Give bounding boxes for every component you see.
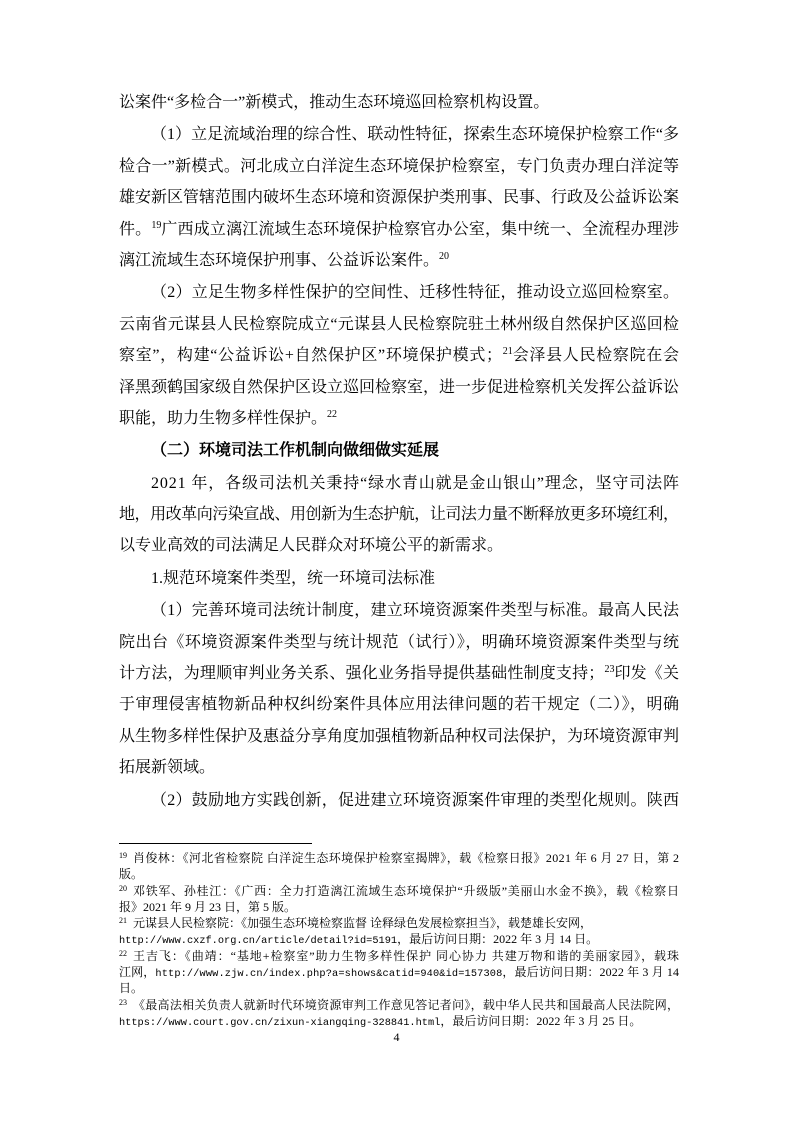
text-line — [119, 530, 679, 561]
footnote-ref: 21 — [502, 346, 513, 358]
page-number: 4 — [393, 1030, 400, 1044]
text-line — [119, 214, 679, 245]
text-run: ，最后访问日期：2022 年 3 月 14 — [502, 965, 680, 980]
text-run: ，最后访问日期：2022 年 3 月 14 日。 — [397, 932, 599, 947]
text-line — [119, 997, 679, 1013]
text-line — [119, 850, 679, 866]
text-line — [119, 915, 679, 931]
text-run: 地，用改革向污染宣战、用创新为生态护航，让司法力量不断释放更多环境红利， — [119, 506, 679, 524]
footnote-url: https://www.court.gov.cn/zixun-xiangqing-328841.html — [119, 1016, 441, 1029]
text-line — [119, 435, 679, 466]
text-run: 肖俊林：《河北省检察院 白洋淀生态环境保护检察室揭牌》，载《检察日报》2021 年 6 月 27 日，第 2 — [133, 851, 680, 865]
text-run: ，最后访问日期：2022 年 3 月 25 日。 — [440, 1013, 642, 1028]
text-line — [119, 182, 679, 213]
text-line — [119, 931, 679, 947]
text-line — [119, 563, 679, 594]
footnote-url: http://www.zjw.cn/index.php?a=shows&catid=940&id=157308 — [155, 968, 503, 981]
text-line — [119, 340, 679, 371]
text-line — [119, 277, 679, 308]
text-line — [119, 87, 679, 118]
text-run: 计方法，为理顺审判业务关系、强化业务指导提供基础性制度支持； — [119, 665, 605, 683]
footnote-marker: 23 — [119, 997, 127, 1007]
text-line — [119, 595, 679, 626]
paragraph — [119, 119, 679, 276]
footnote-separator — [119, 843, 312, 844]
footnote-ref: 23 — [604, 664, 615, 676]
text-run: 江网， — [119, 965, 156, 980]
text-line — [119, 1013, 679, 1029]
text-line — [119, 468, 679, 499]
footnotes — [119, 850, 679, 1029]
paragraph-continuation — [119, 87, 679, 118]
text-run: 云南省元谋县人民检察院成立“元谋县人民检察院驻土林州级自然保护区巡回检 — [119, 315, 680, 333]
text-run: 日。 — [119, 981, 144, 996]
footnote-marker: 20 — [119, 883, 127, 893]
footnote — [119, 997, 679, 1030]
text-run: 邓铁军、孙桂江：《广西：全力打造漓江流域生态环境保护“升级版”美丽山水金不换》，载《检察日 — [133, 883, 680, 898]
text-line — [119, 964, 679, 980]
text-run: 王吉飞：《曲靖：“基地+检察室”助力生物多样性保护 同心协力 共建万物和谐的美丽家园》，载珠 — [133, 948, 680, 963]
text-line — [119, 627, 679, 658]
text-run: 印发《关 — [614, 665, 680, 683]
text-run: （1）完善环境司法统计制度，建立环境资源案件类型与标准。最高人民法 — [151, 602, 680, 620]
footnote — [119, 948, 679, 997]
text-run: 件。 — [119, 220, 152, 238]
text-run: （1）立足流域治理的综合性、联动性特征，探索生态环境保护检察工作“多 — [151, 126, 680, 144]
text-line — [119, 658, 679, 689]
paragraph — [119, 595, 679, 783]
text-line — [119, 948, 679, 964]
text-line — [119, 899, 679, 915]
text-line — [119, 245, 679, 276]
text-line — [119, 980, 679, 996]
text-line — [119, 151, 679, 182]
text-run: （二）环境司法工作机制向做细做实延展 — [151, 442, 440, 460]
text-run: 1.规范环境案件类型，统一环境司法标准 — [151, 569, 436, 587]
text-run: （2）鼓励地方实践创新，促进建立环境资源案件审理的类型化规则。陕西 — [151, 791, 680, 809]
text-run: 院出台《环境资源案件类型与统计规范（试行）》，明确环境资源案件类型与统 — [119, 633, 680, 651]
text-run: 讼案件“多检合一”新模式，推动生态环境巡回检察机构设置。 — [119, 94, 550, 111]
paragraph — [119, 785, 679, 816]
text-run: 《最高法相关负责人就新时代环境资源审判工作意见答记者问》，载中华人民共和国最高人民法院网， — [133, 997, 680, 1012]
footnote-marker: 22 — [119, 948, 127, 958]
text-line — [119, 785, 679, 816]
text-run: 版。 — [119, 867, 144, 882]
text-run: 以专业高效的司法满足人民群众对环境公平的新需求。 — [119, 537, 504, 555]
section-heading — [119, 435, 679, 466]
paragraph — [119, 277, 679, 434]
footnote-ref: 20 — [439, 250, 450, 262]
text-line — [119, 721, 679, 752]
text-run: 漓江流域生态环境保护刑事、公益诉讼案件。 — [119, 251, 440, 269]
footnote-marker: 21 — [119, 916, 127, 926]
text-run: 元谋县人民检察院：《加强生态环境检察监督 诠释绿色发展检察担当》，载楚雄长安网， — [133, 916, 593, 931]
footnote-ref: 19 — [151, 219, 162, 231]
text-run: 广西成立漓江流域生态环境保护检察官办公室，集中统一、全流程办理涉 — [161, 220, 680, 238]
text-run: 职能，助力生物多样性保护。 — [119, 409, 328, 427]
text-run: 于审理侵害植物新品种权纠纷案件具体应用法律问题的若干规定（二）》，明确 — [119, 696, 680, 714]
footnote-marker: 19 — [119, 851, 127, 860]
text-line — [119, 372, 679, 403]
footnote — [119, 850, 679, 883]
text-line — [119, 752, 679, 783]
footnote — [119, 915, 679, 948]
text-line — [119, 309, 679, 340]
text-run: 泽黑颈鹤国家级自然保护区设立巡回检察室，进一步促进检察机关发挥公益诉讼 — [119, 378, 680, 396]
text-run: 报》2021 年 9 月 23 日，第 5 版。 — [119, 899, 297, 914]
text-line — [119, 119, 679, 150]
footnote-ref: 22 — [327, 408, 338, 420]
subsection-heading — [119, 563, 679, 594]
text-run: 检合一”新模式。河北成立白洋淀生态环境保护检察室，专门负责办理白洋淀等 — [119, 157, 680, 175]
text-run: 拓展新领域。 — [119, 759, 216, 777]
text-line — [119, 499, 679, 530]
text-line — [119, 866, 679, 882]
text-line — [119, 883, 679, 899]
footnote-url: http://www.cxzf.org.cn/article/detail?id=5191 — [119, 935, 398, 948]
text-line — [119, 689, 679, 720]
text-run: 察室”，构建“公益诉讼+自然保护区”环境保护模式； — [119, 347, 503, 365]
text-run: （2）立足生物多样性保护的空间性、迁移性特征，推动设立巡回检察室。 — [151, 284, 680, 302]
text-run: 2021 年，各级司法机关秉持“绿水青山就是金山银山”理念，坚守司法阵 — [151, 474, 680, 492]
text-line — [119, 403, 679, 434]
body-text — [119, 87, 679, 816]
text-run: 会泽县人民检察院在会 — [512, 347, 680, 365]
text-run: 雄安新区管辖范围内破坏生态环境和资源保护类刑事、民事、行政及公益诉讼案 — [119, 189, 680, 207]
text-run: 从生物多样性保护及惠益分享角度加强植物新品种权司法保护，为环境资源审判 — [119, 727, 680, 745]
footnote — [119, 883, 679, 916]
paragraph — [119, 468, 679, 562]
